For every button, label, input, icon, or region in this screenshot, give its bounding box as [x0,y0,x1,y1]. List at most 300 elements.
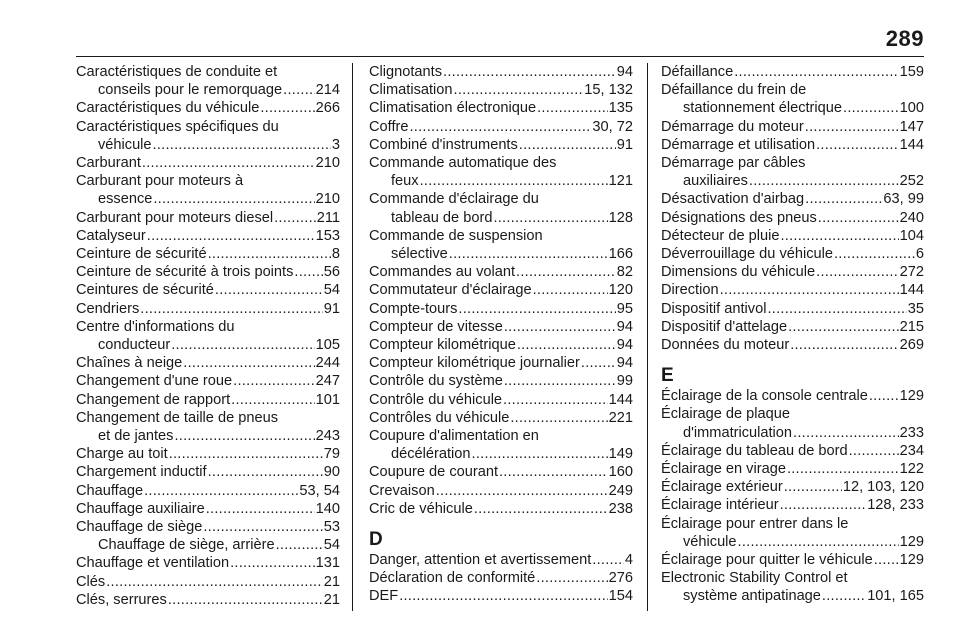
page-reference: 91 [616,136,633,153]
index-entry [369,318,633,336]
page-reference: 144 [899,136,924,153]
leader-dots [504,318,616,336]
index-term: conducteur [98,337,171,354]
index-term: Changement d'une roue [76,373,233,390]
index-term: auxiliaires [683,173,748,190]
index-entry [76,63,340,99]
page-reference: 129 [899,552,924,569]
page-reference: 249 [608,482,633,499]
index-entry [661,263,924,281]
leader-dots [283,81,314,99]
index-term: sélective [391,246,448,263]
leader-dots [203,518,322,536]
index-entry [76,281,340,299]
index-term: Chauffage et ventilation [76,555,230,572]
index-term: et de jantes [98,428,174,445]
leader-dots [869,387,899,405]
index-term: Éclairage pour entrer dans le [661,515,849,532]
page-reference: 99 [616,373,633,390]
leader-dots [816,263,899,281]
leader-dots [510,409,607,427]
index-term: Centre d'informations du [76,318,235,335]
page-reference: 15, 132 [584,82,633,99]
leader-dots [140,300,323,318]
leader-dots [805,190,882,208]
index-entry [369,99,633,117]
page-reference: 144 [899,282,924,299]
index-term: Désactivation d'airbag [661,191,805,208]
index-term: tableau de bord [391,209,493,226]
index-entry [661,405,924,441]
leader-dots [822,587,866,605]
page-reference: 8 [331,246,340,263]
index-entry [661,281,924,299]
index-term: Chauffage auxiliaire [76,500,205,517]
page-reference: 215 [899,318,924,335]
leader-dots [767,300,906,318]
index-term: Chauffage [76,482,144,499]
leader-dots [517,336,616,354]
page-reference: 121 [608,173,633,190]
leader-dots [449,245,608,263]
page-reference: 252 [899,173,924,190]
index-term: Clés [76,573,106,590]
index-entry [661,387,924,405]
index-entry [76,318,340,354]
index-term: Dispositif antivol [661,300,767,317]
index-term: Clignotants [369,64,443,80]
leader-dots [147,227,315,245]
leader-dots [153,190,314,208]
index-entry [661,460,924,478]
index-entry [661,245,924,263]
index-entry [369,118,633,136]
index-entry [76,445,340,463]
index-entry [76,409,340,445]
page-reference: 4 [624,552,633,569]
leader-dots [294,263,322,281]
index-term: Compteur kilométrique [369,337,516,354]
index-entry [369,281,633,299]
index-entry [76,354,340,372]
index-term: Compteur kilométrique journalier [369,355,580,372]
page-reference: 35 [907,300,924,317]
page-reference: 21 [323,573,340,590]
index-term: Caractéristiques spécifiques du [76,118,279,135]
page-reference: 128 [608,209,633,226]
index-term: Carburant pour moteurs à [76,173,244,190]
index-term: Désignations des pneus [661,209,817,226]
index-entry [76,300,340,318]
index-entry [369,227,633,263]
index-term: Chaînes à neige [76,355,183,372]
leader-dots [169,445,323,463]
index-entry [661,551,924,569]
page-reference: 247 [315,373,340,390]
index-term: Caractéristiques du véhicule [76,100,260,117]
index-entry [369,136,633,154]
page-reference: 154 [608,588,633,605]
leader-dots [581,354,616,372]
index-term: Chargement inductif [76,464,207,481]
index-term: Caractéristiques de conduite et [76,64,278,80]
index-term: Éclairage de plaque [661,406,791,423]
index-entry [76,518,340,536]
page-number: 289 [885,26,924,51]
index-term: Commandes au volant [369,264,516,281]
index-entry [369,482,633,500]
index-term: Charge au toit [76,446,168,463]
index-entry [369,354,633,372]
page-reference: 101 [315,391,340,408]
leader-dots [816,136,899,154]
index-term: Éclairage du tableau de bord [661,442,848,459]
index-entry [369,391,633,409]
index-term: Chauffage de siège [76,519,203,536]
page-reference: 6 [915,246,924,263]
page-reference: 135 [608,100,633,117]
index-entry [369,463,633,481]
index-term: Compteur de vitesse [369,318,503,335]
page-reference: 144 [608,391,633,408]
leader-dots [843,99,899,117]
index-term: Éclairage en virage [661,461,786,478]
index-entry [369,190,633,226]
page-reference: 90 [323,464,340,481]
page-reference: 276 [608,570,633,587]
leader-dots [499,463,608,481]
page-reference: 131 [315,555,340,572]
index-entry [369,263,633,281]
index-term: Dispositif d'attelage [661,318,788,335]
index-entry [76,118,340,154]
index-term: Démarrage et utilisation [661,136,816,153]
page-reference: 3 [331,136,340,153]
index-entry [369,569,633,587]
index-term: décélération [391,446,471,463]
leader-dots [788,318,899,336]
index-column-2 [369,63,633,637]
index-entry [369,336,633,354]
index-entry [76,172,340,208]
leader-dots [784,478,842,496]
index-term: Coupure de courant [369,464,498,481]
index-entry [76,154,340,172]
index-term: Éclairage de la console centrale [661,388,868,405]
index-entry [369,372,633,390]
leader-dots [183,354,314,372]
index-term: Danger, attention et avertissement [369,552,592,569]
page-reference: 120 [608,282,633,299]
index-term: Éclairage intérieur [661,497,779,514]
page-reference: 234 [899,442,924,459]
index-term: Ceintures de sécurité [76,282,214,299]
leader-dots [171,336,314,354]
index-entry [76,391,340,409]
leader-dots [592,551,624,569]
leader-dots [458,300,615,318]
leader-dots [849,442,899,460]
page-reference: 94 [616,337,633,354]
index-term: Défaillance du frein de [661,82,807,99]
page-reference: 79 [323,446,340,463]
page-reference: 12, 103, 120 [842,479,924,496]
page-reference: 160 [608,464,633,481]
index-term: Carburant [76,155,141,172]
index-term: Éclairage extérieur [661,479,783,496]
page-reference: 54 [323,282,340,299]
index-entry [76,573,340,591]
index-entry [369,587,633,605]
page-reference: 104 [899,227,924,244]
index-term: essence [98,191,153,208]
index-entry [661,118,924,136]
page-reference: 94 [616,355,633,372]
index-term: Cendriers [76,300,140,317]
page-reference: 94 [616,64,633,80]
page-reference: 210 [315,191,340,208]
leader-dots [215,281,323,299]
page-reference: 238 [608,500,633,517]
page-reference: 53, 54 [299,482,340,499]
page-reference: 105 [315,337,340,354]
page-reference: 266 [315,100,340,117]
leader-dots [230,554,315,572]
letter-heading: D [369,529,383,551]
index-term: Clés, serrures [76,591,167,608]
index-term: Contrôle du véhicule [369,391,503,408]
page-reference: 95 [616,300,633,317]
page-reference: 82 [616,264,633,281]
index-entry [76,227,340,245]
leader-dots [493,209,607,227]
index-entry [369,551,633,569]
index-entry [369,63,633,81]
page-reference: 56 [323,264,340,281]
leader-dots [472,445,608,463]
leader-dots [208,463,323,481]
index-term: conseils pour le remorquage [98,82,283,99]
page-reference: 129 [899,388,924,405]
index-term: Direction [661,282,719,299]
leader-dots [474,500,608,518]
index-entry [76,99,340,117]
index-entry [369,154,633,190]
header-rule [76,56,924,57]
index-term: feux [391,173,419,190]
page-reference: 153 [315,227,340,244]
page-reference: 244 [315,355,340,372]
index-entry [76,245,340,263]
index-entry [661,300,924,318]
index-entry [369,300,633,318]
leader-dots [443,63,616,81]
index-term: Défaillance [661,64,734,80]
page-reference: 91 [323,300,340,317]
index-entry [76,372,340,390]
index-term: Coffre [369,118,409,135]
leader-dots [260,99,314,117]
leader-dots [174,427,314,445]
index-entry [369,409,633,427]
leader-dots [834,245,915,263]
page-reference: 243 [315,428,340,445]
leader-dots [276,536,323,554]
page-reference: 128, 233 [867,497,924,514]
index-term: Détecteur de pluie [661,227,780,244]
index-term: Climatisation électronique [369,100,537,117]
index-entry [76,463,340,481]
leader-dots [153,136,331,154]
index-entry [661,136,924,154]
leader-dots [504,372,616,390]
index-term: Contrôle du système [369,373,503,390]
page-reference: 63, 99 [883,191,924,208]
page-reference: 214 [315,82,340,99]
index-term: Carburant pour moteurs diesel [76,209,274,226]
index-entry [369,500,633,518]
index-entry [76,554,340,572]
index-term: Déverrouillage du véhicule [661,246,833,263]
page-reference: 210 [315,155,340,172]
index-entry [661,81,924,117]
page-reference: 54 [323,537,340,554]
index-entry [76,263,340,281]
leader-dots [144,482,298,500]
page-reference: 272 [899,264,924,281]
leader-dots [787,460,899,478]
index-term: Cric de véhicule [369,500,473,517]
index-entry [369,427,633,463]
index-entry [369,81,633,99]
index-entry [661,336,924,354]
leader-dots [503,391,608,409]
page-reference: 221 [608,409,633,426]
index-entry [661,190,924,208]
index-term: Crevaison [369,482,435,499]
page-reference: 94 [616,318,633,335]
index-term: véhicule [98,136,152,153]
leader-dots [454,81,584,99]
page-reference: 159 [899,64,924,80]
leader-dots [793,424,899,442]
index-term: Démarrage du moteur [661,118,804,135]
index-term: Commande d'éclairage du [369,191,539,208]
page-reference: 140 [315,500,340,517]
page-reference: 53 [323,519,340,536]
leader-dots [780,227,898,245]
leader-dots [805,118,899,136]
page-reference: 211 [316,209,340,226]
index-entry [76,500,340,518]
index-term: Données du moteur [661,337,790,354]
page-reference: 166 [608,246,633,263]
page-reference: 147 [899,118,924,135]
leader-dots [208,245,331,263]
index-term: véhicule [683,533,737,550]
page-reference: 240 [899,209,924,226]
page-reference: 21 [323,591,340,608]
page-reference: 233 [899,424,924,441]
index-term: Catalyseur [76,227,146,244]
leader-dots [106,573,323,591]
page-reference: 122 [899,461,924,478]
letter-heading: E [661,365,674,387]
index-term: Ceinture de sécurité à trois points [76,264,294,281]
index-term: DEF [369,588,399,605]
index-entry [661,569,924,605]
index-term: Dimensions du véhicule [661,264,816,281]
index-term: Electronic Stability Control et [661,570,848,587]
index-term: Changement de rapport [76,391,231,408]
leader-dots [818,209,899,227]
index-term: Commutateur d'éclairage [369,282,532,299]
leader-dots [537,99,608,117]
page-reference: 100 [899,100,924,117]
index-entry [661,154,924,190]
index-term: Contrôles du véhicule [369,409,510,426]
leader-dots [206,500,315,518]
page-reference: 269 [899,337,924,354]
page-reference: 101, 165 [867,588,924,605]
index-term: Compte-tours [369,300,458,317]
leader-dots [533,281,608,299]
index-entry [661,442,924,460]
leader-dots [874,551,899,569]
index-entry [661,318,924,336]
column-divider [647,63,648,611]
page-reference: 30, 72 [592,118,633,135]
index-entry [76,482,340,500]
index-entry [661,478,924,496]
leader-dots [734,63,898,81]
index-entry [76,209,340,227]
index-entry [661,63,924,81]
leader-dots [519,136,616,154]
leader-dots [780,496,867,514]
index-term: Chauffage de siège, arrière [98,537,275,554]
index-entry [661,227,924,245]
leader-dots [749,172,899,190]
index-term: Commande automatique des [369,155,557,172]
leader-dots [790,336,898,354]
page-reference: 149 [608,446,633,463]
index-entry [661,496,924,514]
leader-dots [516,263,616,281]
index-term: Coupure d'alimentation en [369,428,539,445]
index-term: Déclaration de conformité [369,570,536,587]
index-entry [76,536,340,554]
index-term: Combiné d'instruments [369,136,518,153]
index-term: d'immatriculation [683,424,793,441]
leader-dots [274,209,316,227]
leader-dots [233,372,315,390]
index-term: stationnement électrique [683,100,843,117]
column-divider [352,63,353,611]
index-entry [661,209,924,227]
index-entry [76,591,340,609]
page-reference: 129 [899,533,924,550]
leader-dots [409,118,591,136]
index-column-3 [661,63,924,637]
leader-dots [168,591,323,609]
leader-dots [536,569,607,587]
leader-dots [738,533,899,551]
index-term: Éclairage pour quitter le véhicule [661,552,873,569]
index-term: Changement de taille de pneus [76,409,279,426]
index-term: système antipatinage [683,588,821,605]
index-column-1 [76,63,340,637]
